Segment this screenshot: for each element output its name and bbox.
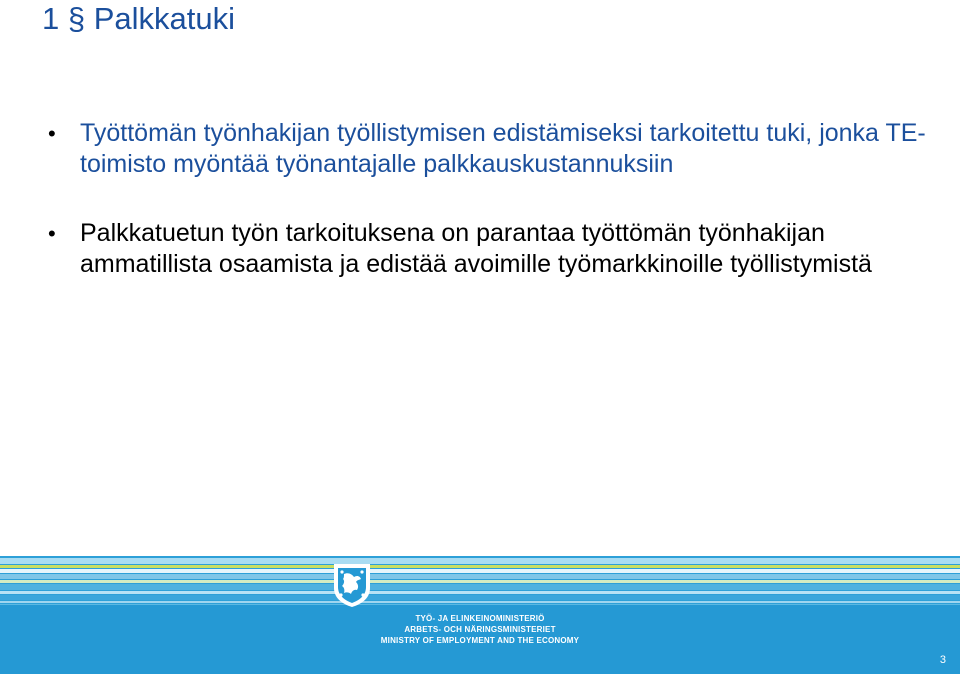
bullet-list [48,118,928,318]
bullet-item [48,118,928,180]
ministry-name [360,613,600,646]
ministry-name-fi: TYÖ- JA ELINKEINOMINISTERIÖ [415,614,545,623]
bullet-dot-icon: • [48,121,56,146]
bullet-text: Palkkatuetun työn tarkoituksena on parantaa työttömän työnhakijan ammatillista osaamista ja edistää avoimille työmarkkinoille työllistymistä [80,219,872,278]
bullet-dot-icon: • [48,221,56,246]
ministry-name-sv: ARBETS- OCH NÄRINGSMINISTERIET [404,625,556,634]
ministry-name-en: MINISTRY OF EMPLOYMENT AND THE ECONOMY [380,636,580,645]
footer-banner [0,556,960,674]
slide-title: 1 § Palkkatuki [42,1,235,36]
bullet-text: Työttömän työnhakijan työllistymisen edistämiseksi tarkoitettu tuki, jonka TE-toimisto myöntää työnantajalle palkkauskustannuksiin [80,119,926,178]
bullet-item [48,218,928,280]
finnish-lion-coat-of-arms-icon [330,562,374,608]
page-number: 3 [939,654,946,666]
